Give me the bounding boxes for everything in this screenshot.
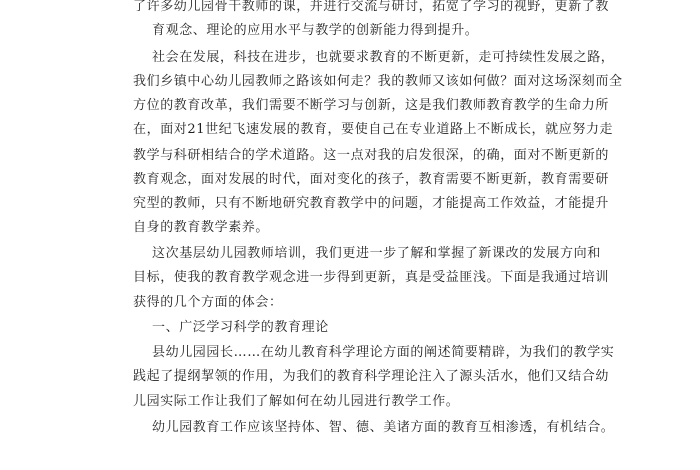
text-line: 县幼儿园园长……在幼儿教育科学理论方面的阐述简要精辟，为我们的教学实 (152, 345, 615, 360)
text-line: 教育观念，面对发展的时代，面对变化的孩子，教育需要不断更新，教育需要研 (133, 172, 610, 187)
text-line: 社会在发展，科技在进步，也就要求教育的不断更新，走可持续性发展之路， (152, 50, 615, 65)
text-line: 儿园实际工作让我们了解如何在幼儿园进行教学工作。 (133, 394, 460, 409)
text-line: 在，面对21世纪飞速发展的教育，要使自己在专业道路上不断成长，就应努力走 (133, 122, 614, 137)
text-line: 我们乡镇中心幼儿园教师之路该如何走？我的教师又该如何做？面对这场深刻而全 (133, 74, 623, 89)
text-line: 究型的教师，只有不断地研究教育教学中的问题，才能提高工作效益，才能提升 (133, 196, 610, 211)
text-line: 育观念、理论的应用水平与教学的创新能力得到提升。 (152, 23, 479, 38)
text-line: 获得的几个方面的体会： (133, 295, 283, 310)
text-line: 教学与科研相结合的学术道路。这一点对我的启发很深，的确，面对不断更新的 (133, 148, 610, 163)
text-line: 自身的教育教学素养。 (133, 220, 270, 235)
text-line: 方位的教育改革，我们需要不断学习与创新，这是我们教师教育教学的生命力所 (133, 98, 610, 113)
section-heading: 一、广泛学习科学的教育理论 (152, 320, 329, 335)
text-line: 幼儿园教育工作应该坚持体、智、德、美诸方面的教育互相渗透，有机结合。 (152, 420, 615, 435)
text-line: 了许多幼儿园骨干教师的课，并进行交流与研讨，拓宽了学习的视野，更新了教 (133, 0, 610, 14)
text-line: 践起了提纲挈领的作用，为我们的教育科学理论注入了源头活水，他们又结合幼 (133, 369, 610, 384)
text-line: 目标，使我的教育教学观念进一步得到更新，真是受益匪浅。下面是我通过培训 (133, 270, 610, 285)
text-line: 这次基层幼儿园教师培训，我们更进一步了解和掌握了新课改的发展方向和 (152, 246, 601, 261)
